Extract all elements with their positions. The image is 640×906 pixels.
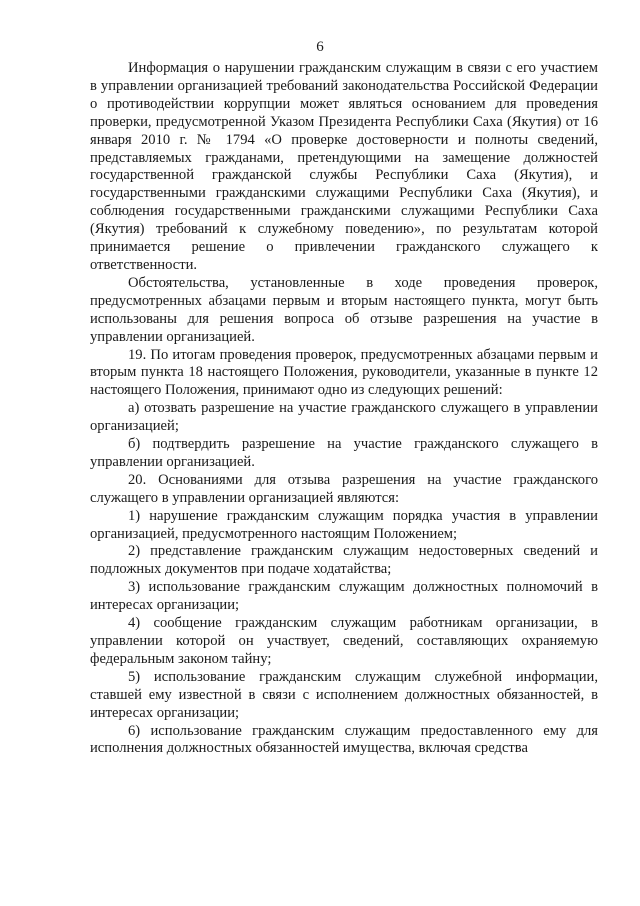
paragraph-violation-info: Информация о нарушении гражданским служащим в связи с его участием в управлении организацией требований законодательства Российской Федерации о противодействии коррупции может являться основанием для проведения проверки, предусмотренной Указом Президента Республики Саха (Якутия) от 16 января 2010 г. № 1794 «О проверке достоверности и полноты сведений, представляемых гражданами, претендующими на замещение должностей государственной гражданской службы Республики Саха (Якутия), и государственными гражданскими служащими Республики Саха (Якутия), и соблюдения государственными гражданскими служащими Республики Саха (Якутия) требований к служебному поведению», по результатам которой принимается решение о привлечении гражданского служащего к ответственности.: [90, 60, 598, 273]
paragraph-item-20-6: 6) использование гражданским служащим предоставленного ему для исполнения должностных обязанностей имущества, включая средства: [90, 722, 598, 757]
paragraph-item-20-2: 2) представление гражданским служащим недостоверных сведений и подложных документов при подаче ходатайства;: [90, 543, 598, 578]
paragraph-item-20-1: 1) нарушение гражданским служащим порядка участия в управлении организацией, предусмотренного настоящим Положением;: [90, 507, 598, 542]
paragraph-item-20-3: 3) использование гражданским служащим должностных полномочий в интересах организации;: [90, 579, 598, 614]
document-body: [90, 60, 598, 758]
paragraph-item-20: 20. Основаниями для отзыва разрешения на участие гражданского служащего в управлении организацией являются:: [90, 471, 598, 506]
paragraph-circumstances: Обстоятельства, установленные в ходе проведения проверок, предусмотренных абзацами первым и вторым настоящего пункта, могут быть использованы для решения вопроса об отзыве разрешения на участие в управлении организацией.: [90, 274, 598, 345]
paragraph-item-20-4: 4) сообщение гражданским служащим работникам организации, в управлении которой он участвует, сведений, составляющих охраняемую федеральным законом тайну;: [90, 615, 598, 667]
paragraph-item-19-a: а) отозвать разрешение на участие гражданского служащего в управлении организацией;: [90, 400, 598, 435]
page-number: 6: [316, 39, 324, 55]
paragraph-item-19: 19. По итогам проведения проверок, предусмотренных абзацами первым и вторым пункта 18 настоящего Положения, руководители, указанные в пункте 12 настоящего Положения, принимают одно из следующих решений:: [90, 346, 598, 399]
paragraph-item-19-b: б) подтвердить разрешение на участие гражданского служащего в управлении организацией.: [90, 436, 598, 470]
paragraph-item-20-5: 5) использование гражданским служащим служебной информации, ставшей ему известной в связи с исполнением должностных обязанностей, в интересах организации;: [90, 668, 598, 721]
